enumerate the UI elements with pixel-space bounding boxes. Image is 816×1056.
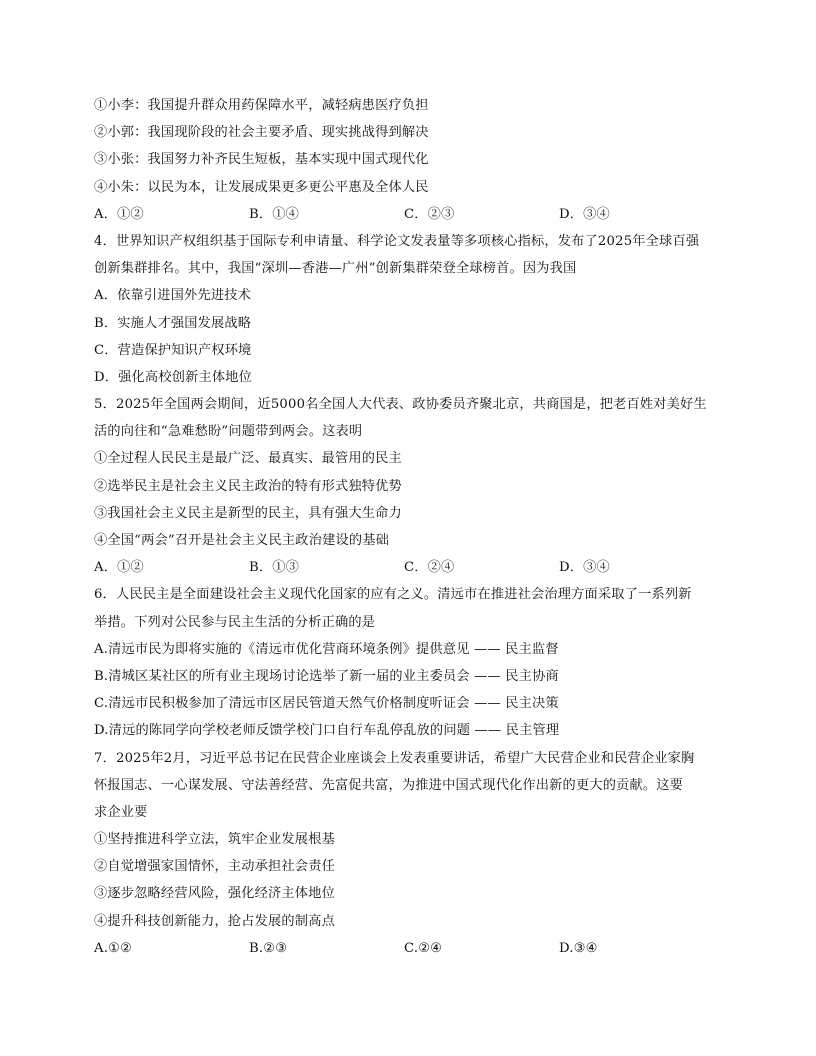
statement-line: ①小李：我国提升群众用药保障水平，减轻病患医疗负担 [94,98,429,113]
q7-options [94,935,734,962]
q7-item: ④提升科技创新能力，抢占发展的制高点 [94,913,335,929]
q7-item: ③逐步忽略经营风险，强化经济主体地位 [94,886,335,902]
q5-item: ④全国“两会”召开是社会主义民主政治建设的基础 [94,533,390,548]
option-c: C．②③ [404,206,455,222]
q5-stem: 活的向往和“急难愁盼”问题带到两会。这表明 [94,424,363,440]
option-c: C.②④ [404,940,443,956]
q7-item: ①坚持推进科学立法，筑牢企业发展根基 [94,832,335,848]
statement-line: ④小朱：以民为本，让发展成果更多更公平惠及全体人民 [94,179,429,195]
option-c: C．②④ [404,560,455,576]
q3-options [94,201,734,228]
q7-item: ②自觉增强家国情怀，主动承担社会责任 [94,859,335,875]
document-page [94,92,734,962]
q5-options [94,554,734,581]
q5-item: ②选举民主是社会主义民主政治的特有形式独特优势 [94,478,402,494]
statement-line: ③小张：我国努力补齐民生短板，基本实现中国式现代化 [94,152,429,168]
option-b: B．①③ [249,560,300,576]
q4-stem: 4．世界知识产权组织基于国际专利申请量、科学论文发表量等多项核心指标，发布了2025年全球百强 [94,233,700,249]
q6-stem: 举措。下列对公民参与民主生活的分析正确的是 [94,614,376,630]
q5-item: ③我国社会主义民主是新型的民主，具有强大生命力 [94,505,402,521]
q6-option-d: D.清远的陈同学向学校老师反馈学校门口自行车乱停乱放的问题 —— 民主管理 [94,723,560,739]
q7-stem: 7．2025年2月，习近平总书记在民营企业座谈会上发表重要讲话，希望广大民营企业和民营企业家胸 [94,750,695,766]
option-d: D．③④ [559,560,610,576]
statement-line: ②小郭：我国现阶段的社会主要矛盾、现实挑战得到解决 [94,125,429,141]
option-b: B.②③ [249,940,288,956]
q6-option-c: C.清远市民积极参加了清远市区居民管道天然气价格制度听证会 —— 民主决策 [94,696,559,712]
q7-stem: 求企业要 [94,804,148,820]
option-b: B．①④ [249,206,300,222]
q4-option-c: C．营造保护知识产权环境 [94,342,252,358]
q4-option-b: B．实施人才强国发展战略 [94,315,252,331]
q4-stem: 创新集群排名。其中，我国“深圳—香港—广州”创新集群荣登全球榜首。因为我国 [94,261,577,277]
option-a: A．①② [94,206,144,222]
q7-stem: 怀报国志、一心谋发展、守法善经营、先富促共富，为推进中国式现代化作出新的更大的贡献。这要 [94,777,684,793]
option-d: D.③④ [559,940,598,956]
option-d: D．③④ [559,206,610,222]
q5-stem: 5．2025年全国两会期间，近5000名全国人大代表、政协委员齐聚北京，共商国是，把老百姓对美好生 [94,397,707,413]
q6-option-b: B.清城区某社区的所有业主现场讨论选举了新一届的业主委员会 —— 民主协商 [94,668,559,684]
q5-item: ①全过程人民民主是最广泛、最真实、最管用的民主 [94,451,402,467]
q4-option-d: D．强化高校创新主体地位 [94,369,253,385]
q6-option-a: A.清远市民为即将实施的《清远市优化营商环境条例》提供意见 —— 民主监督 [94,641,559,657]
option-a: A．①② [94,560,144,576]
q6-stem: 6．人民民主是全面建设社会主义现代化国家的应有之义。清远市在推进社会治理方面采取了一系列新 [94,587,692,603]
q4-option-a: A．依靠引进国外先进技术 [94,288,251,304]
option-a: A.①② [94,940,133,956]
